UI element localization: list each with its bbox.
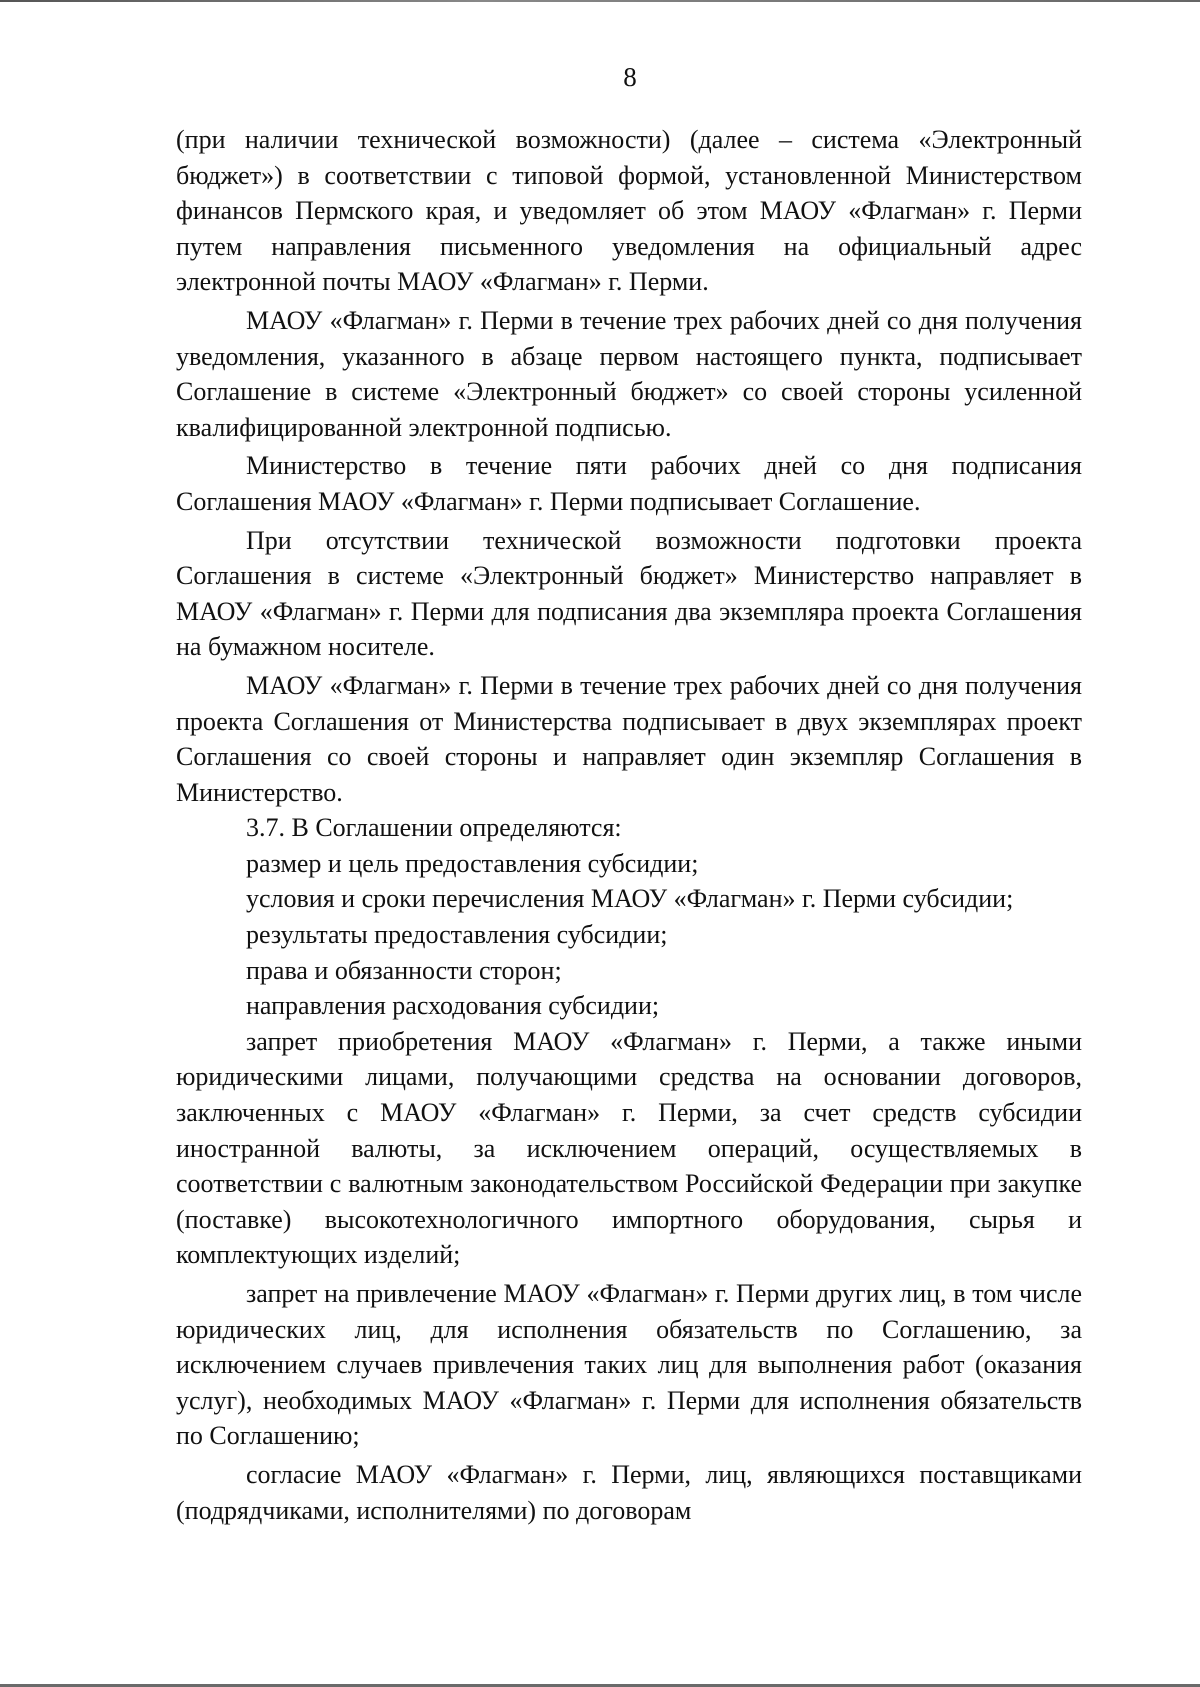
scan-edge-top [0, 0, 1200, 2]
list-item-spending-directions: направления расходования субсидии; [246, 991, 660, 1021]
paragraph-ministry-signing: Министерство в течение пяти рабочих дней со дня подписания Соглашения МАОУ «Флагман» г. Перми подписывает Соглашение. [176, 451, 1082, 516]
list-item-consent: согласие МАОУ «Флагман» г. Перми, лиц, являющихся поставщиками (подрядчиками, исполнителями) по договорам [176, 1459, 1082, 1525]
list-item-third-party-ban: запрет на привлечение МАОУ «Флагман» г. Перми других лиц, в том числе юридических лиц, для исполнения обязательств по Соглашению, за исключением случаев привлечения таких лиц для выполнения работ (оказания услуг), необходимых МАОУ «Флагман» г. Перми для исполнения обязательств по Соглашению; [176, 1279, 1082, 1451]
list-item-amount-purpose: размер и цель предоставления субсидии; [246, 848, 699, 878]
list-item-currency-ban: запрет приобретения МАОУ «Флагман» г. Перми, а также иными юридическими лицами, получающими средства на основании договоров, заключенных с МАОУ «Флагман» г. Перми, за счет средств субсидии иностранной валюты, за исключением операций, осуществляемых в соответствии с валютным законодательством Российской Федерации при закупке (поставке) высокотехнологичного импортного оборудования, сырья и комплектующих изделий; [176, 1026, 1082, 1270]
document-body [176, 122, 1082, 1528]
list-item-rights-obligations: права и обязанности сторон; [246, 955, 562, 985]
page-number: 8 [623, 62, 637, 92]
list-item-terms-transfer: условия и сроки перечисления МАОУ «Флагман» г. Перми субсидии; [246, 884, 1014, 914]
paragraph-system-electronic-budget: (при наличии технической возможности) (далее – система «Электронный бюджет») в соответствии с типовой формой, установленной Министерством финансов Пермского края, и уведомляет об этом МАОУ «Флагман» г. Перми путем направления письменного уведомления на официальный адрес электронной почты МАОУ «Флагман» г. Перми. [176, 125, 1082, 297]
paragraph-paper-signing: МАОУ «Флагман» г. Перми в течение трех рабочих дней со дня получения проекта Соглашения от Министерства подписывает в двух экземплярах проект Соглашения со своей стороны и направляет один экземпляр Соглашения в Министерство. [176, 670, 1082, 807]
paragraph-signing-three-days: МАОУ «Флагман» г. Перми в течение трех рабочих дней со дня получения уведомления, указанного в абзаце первом настоящего пункта, подписывает Соглашение в системе «Электронный бюджет» со своей стороны усиленной квалифицированной электронной подписью. [176, 305, 1082, 442]
paragraph-no-technical-possibility: При отсутствии технической возможности подготовки проекта Соглашения в системе «Электронный бюджет» Министерство направляет в МАОУ «Флагман» г. Перми для подписания два экземпляра проекта Соглашения на бумажном носителе. [176, 525, 1082, 662]
list-item-results: результаты предоставления субсидии; [246, 920, 668, 950]
paragraph-section-3-7: 3.7. В Соглашении определяются: [246, 813, 622, 843]
